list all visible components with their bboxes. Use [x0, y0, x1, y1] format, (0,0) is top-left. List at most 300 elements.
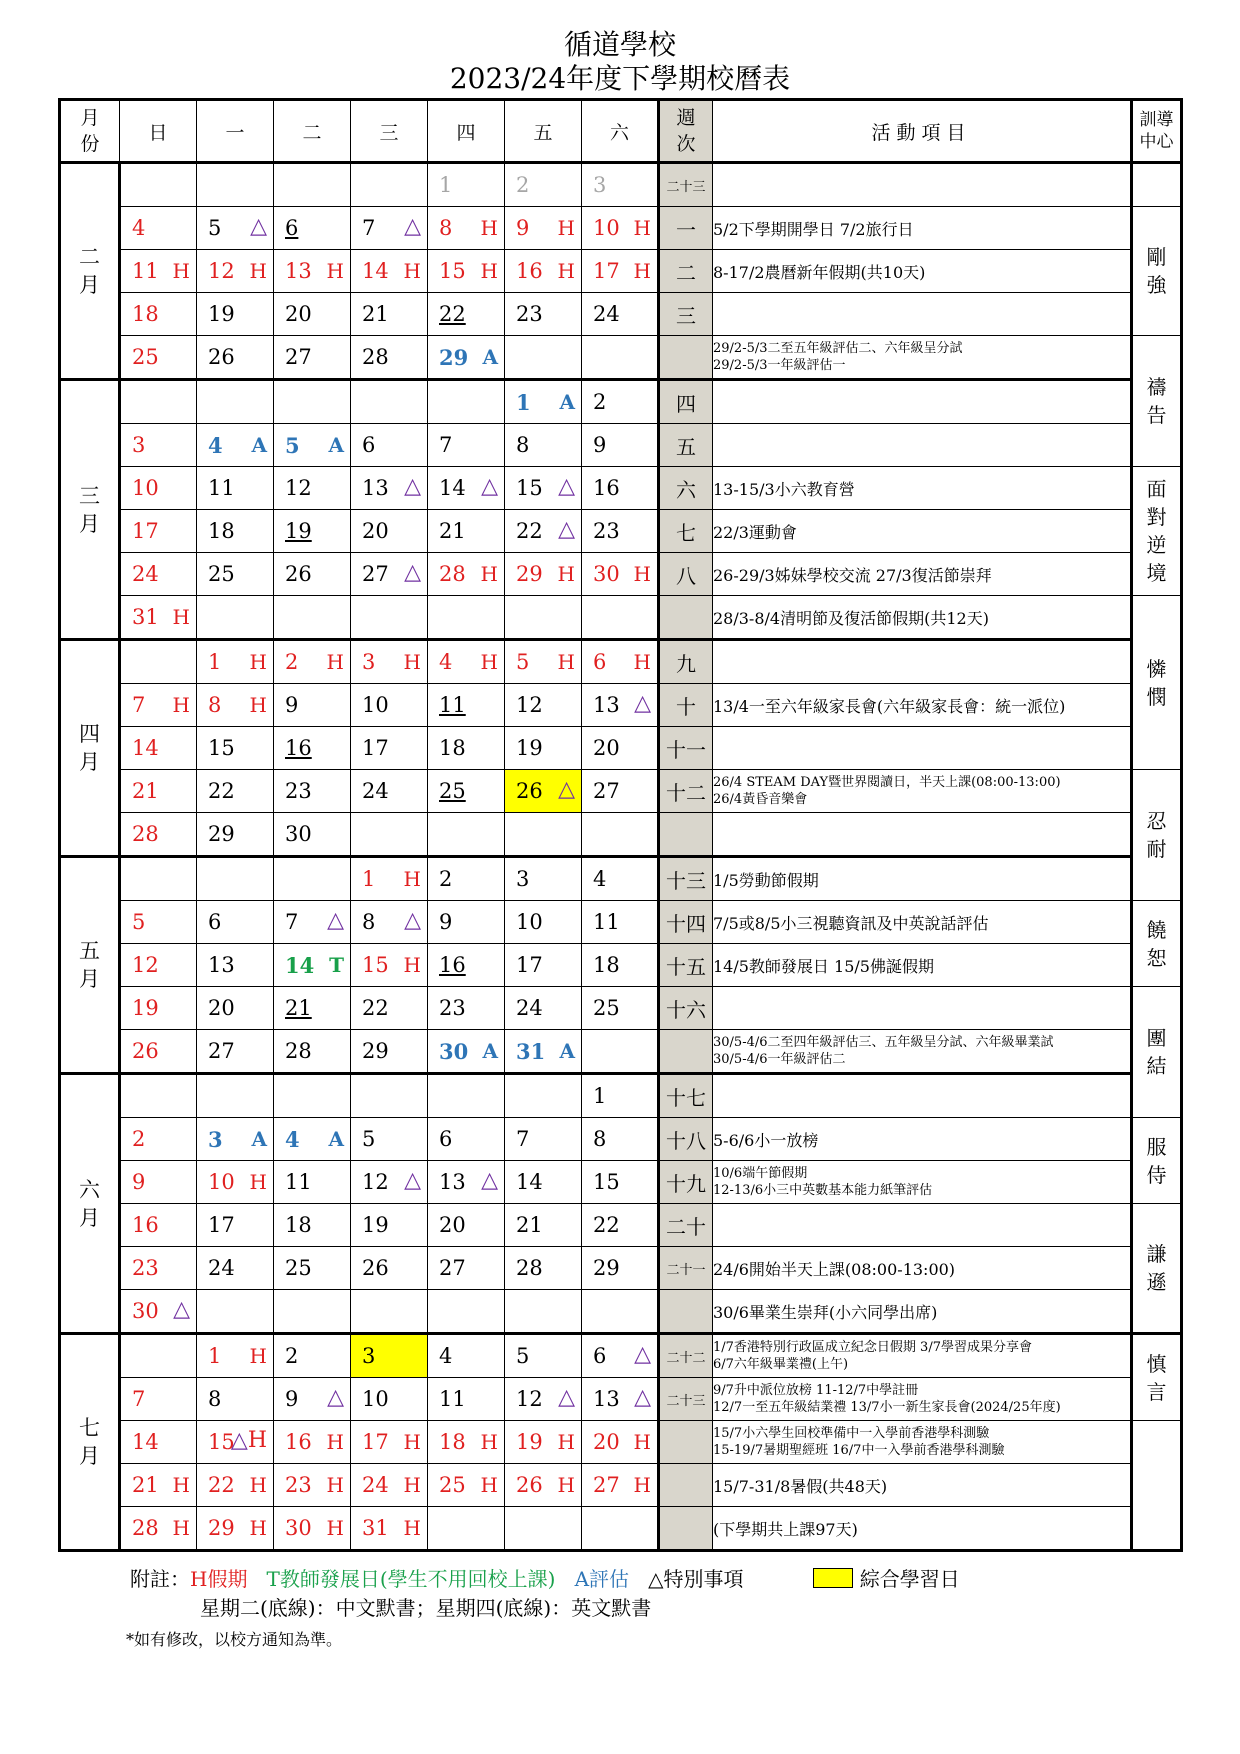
day-number: 4 [439, 1344, 453, 1368]
day-number: 16 [132, 1213, 159, 1237]
day-number: 30 [439, 1039, 469, 1064]
calendar-row [60, 510, 1182, 553]
holiday-marker: H [633, 1430, 651, 1454]
assessment-marker: A [559, 390, 575, 414]
day-cell-tue [274, 293, 351, 336]
day-number: 11 [285, 1170, 312, 1194]
day-cell-mon [197, 684, 274, 727]
day-cell-wed [351, 1074, 428, 1118]
day-cell-tue [274, 510, 351, 553]
special-marker: △ [404, 474, 421, 499]
week-number: 二 [659, 250, 713, 293]
calendar-row [60, 1161, 1182, 1204]
activity-cell [713, 1030, 1132, 1074]
day-number: 10 [593, 216, 620, 240]
day-number: 22 [593, 1213, 620, 1237]
day-cell-thu [428, 293, 505, 336]
activity-text: 7/5或8/5小三視聽資訊及中英說話評估 [713, 913, 989, 933]
day-cell-thu [428, 424, 505, 467]
day-number: 20 [439, 1213, 466, 1237]
day-number: 25 [132, 345, 159, 369]
day-number: 24 [516, 996, 543, 1020]
holiday-marker: H [172, 1473, 190, 1497]
assessment-marker: A [328, 433, 344, 457]
month-label: 五 月 [60, 857, 120, 1074]
day-cell-sat [582, 944, 659, 987]
activity-text: 1/5勞動節假期 [713, 870, 819, 890]
header-fri: 五 [505, 100, 582, 163]
activity-text: 9/7升中派位放榜 11-12/7中學註冊 [713, 1383, 919, 1398]
day-cell-sat [582, 727, 659, 770]
day-cell-tue [274, 1334, 351, 1378]
day-number: 12 [208, 259, 235, 283]
day-number: 23 [285, 779, 312, 803]
day-cell-sat [582, 1421, 659, 1464]
day-number: 21 [362, 302, 389, 326]
day-cell-sun [120, 684, 197, 727]
day-number: 3 [208, 1127, 223, 1152]
day-number: 26 [132, 1039, 159, 1063]
virtue-label: 憐 憫 [1132, 596, 1182, 770]
holiday-marker: H [403, 953, 421, 977]
day-cell-sat [582, 813, 659, 857]
virtue-label: 忍 耐 [1132, 770, 1182, 901]
day-cell-mon [197, 901, 274, 944]
week-number [659, 1421, 713, 1464]
calendar-row [60, 1464, 1182, 1507]
day-number: 1 [208, 650, 222, 674]
holiday-marker: H [403, 650, 421, 674]
day-cell-mon [197, 596, 274, 640]
day-cell-fri [505, 1464, 582, 1507]
day-cell-sat [582, 207, 659, 250]
day-cell-thu [428, 467, 505, 510]
day-number: 27 [208, 1039, 235, 1063]
day-cell-fri [505, 596, 582, 640]
day-number: 10 [516, 910, 543, 934]
header-row [60, 100, 1182, 163]
day-cell-sat [582, 510, 659, 553]
day-cell-thu [428, 1378, 505, 1421]
day-cell-tue [274, 1464, 351, 1507]
day-cell-fri [505, 163, 582, 207]
legend-assessment: A評估 [574, 1567, 630, 1591]
day-cell-thu [428, 596, 505, 640]
day-number: 13 [285, 259, 312, 283]
activity-text: 6/7六年級畢業禮(上午) [713, 1357, 849, 1372]
day-number: 12 [516, 693, 543, 717]
day-cell-fri [505, 770, 582, 813]
week-number: 二十一 [659, 1247, 713, 1290]
day-cell-sat [582, 1334, 659, 1378]
day-cell-wed [351, 944, 428, 987]
week-number: 十七 [659, 1074, 713, 1118]
special-marker: △ [250, 214, 267, 239]
day-cell-thu [428, 380, 505, 424]
special-marker: △ [558, 1385, 575, 1410]
week-number: 七 [659, 510, 713, 553]
activity-cell [713, 1507, 1132, 1551]
holiday-marker: H [633, 216, 651, 240]
day-cell-thu [428, 901, 505, 944]
day-number: 9 [516, 216, 530, 240]
day-number: 15 [516, 476, 543, 500]
day-number: 14 [132, 736, 159, 760]
activity-text: 13/4一至六年級家長會(六年級家長會：統一派位) [713, 696, 1066, 716]
legend-holiday: H假期 [190, 1567, 248, 1591]
day-number: 5 [208, 216, 222, 240]
day-cell-tue [274, 640, 351, 684]
day-number: 7 [439, 433, 453, 457]
week-number: 一 [659, 207, 713, 250]
day-cell-sun [120, 770, 197, 813]
week-number: 二十二 [659, 1334, 713, 1378]
activity-cell [713, 424, 1132, 467]
activity-cell [713, 684, 1132, 727]
day-cell-sun [120, 901, 197, 944]
week-number [659, 336, 713, 380]
day-cell-mon [197, 1507, 274, 1551]
day-number: 8 [208, 693, 222, 717]
activity-cell [713, 553, 1132, 596]
day-cell-sun [120, 1334, 197, 1378]
day-cell-thu [428, 1290, 505, 1334]
day-cell-sun [120, 1030, 197, 1074]
holiday-marker: H [403, 1430, 421, 1454]
day-cell-wed [351, 163, 428, 207]
day-number: 6 [362, 433, 376, 457]
holiday-marker: H [326, 1516, 344, 1540]
day-cell-sat [582, 467, 659, 510]
day-cell-tue [274, 250, 351, 293]
day-number: 16 [439, 953, 466, 977]
holiday-marker: H [480, 259, 498, 283]
day-number: 24 [208, 1256, 235, 1280]
day-cell-sat [582, 901, 659, 944]
day-cell-wed [351, 684, 428, 727]
holiday-marker: H [480, 650, 498, 674]
day-number: 16 [516, 259, 543, 283]
holiday-marker: H [172, 1516, 190, 1540]
activity-cell [713, 640, 1132, 684]
calendar-row [60, 1247, 1182, 1290]
day-number: 9 [132, 1170, 146, 1194]
special-marker: △ [558, 474, 575, 499]
holiday-marker: H [326, 650, 344, 674]
activity-text: 29/2-5/3二至五年級評估二、六年級呈分試 [713, 341, 963, 356]
activity-text: 30/5-4/6二至四年級評估三、五年級呈分試、六年級畢業試 [713, 1035, 1054, 1050]
week-number: 二十 [659, 1204, 713, 1247]
day-number: 3 [516, 867, 530, 891]
virtue-label [1132, 1421, 1182, 1551]
virtue-label: 禱 告 [1132, 336, 1182, 467]
day-number: 9 [439, 910, 453, 934]
school-name: 循道學校 [563, 28, 676, 61]
activity-text: 5-6/6小一放榜 [713, 1130, 819, 1150]
day-cell-wed [351, 467, 428, 510]
day-cell-sun [120, 944, 197, 987]
day-number: 2 [132, 1127, 146, 1151]
day-cell-tue [274, 1290, 351, 1334]
holiday-marker: H [403, 1516, 421, 1540]
holiday-marker: H [249, 1473, 267, 1497]
day-number: 29 [516, 562, 543, 586]
header-sun: 日 [120, 100, 197, 163]
day-number: 30 [593, 562, 620, 586]
day-cell-tue [274, 770, 351, 813]
day-number: 18 [593, 953, 620, 977]
day-number: 30 [285, 1516, 312, 1540]
holiday-marker: H [557, 216, 575, 240]
assessment-marker: A [482, 345, 498, 369]
special-marker: △ [558, 517, 575, 542]
day-number: 14 [439, 476, 466, 500]
day-number: 31 [362, 1516, 389, 1540]
special-marker: △ [481, 474, 498, 499]
day-cell-fri [505, 1161, 582, 1204]
holiday-marker: H [403, 867, 421, 891]
activity-text: 24/6開始半天上課(08:00-13:00) [713, 1259, 956, 1279]
day-number: 15 [439, 259, 466, 283]
month-label: 七 月 [60, 1334, 120, 1551]
virtue-label: 剛 強 [1132, 207, 1182, 336]
day-cell-wed [351, 727, 428, 770]
day-cell-wed [351, 336, 428, 380]
day-number: 23 [593, 519, 620, 543]
month-label: 三 月 [60, 380, 120, 640]
calendar-row [60, 727, 1182, 770]
day-number: 22 [362, 996, 389, 1020]
holiday-marker: H [480, 1430, 498, 1454]
day-cell-sat [582, 857, 659, 901]
day-cell-sun [120, 1118, 197, 1161]
month-label: 二 月 [60, 163, 120, 380]
day-cell-sun [120, 163, 197, 207]
holiday-marker: H [633, 1473, 651, 1497]
holiday-marker: H [249, 1170, 267, 1194]
day-cell-thu [428, 1204, 505, 1247]
day-number: 25 [208, 562, 235, 586]
day-cell-sun [120, 987, 197, 1030]
day-number: 5 [285, 433, 300, 458]
day-cell-fri [505, 1421, 582, 1464]
day-number: 17 [362, 1430, 389, 1454]
day-number: 25 [285, 1256, 312, 1280]
day-cell-sat [582, 1161, 659, 1204]
activity-cell [713, 727, 1132, 770]
day-cell-tue [274, 163, 351, 207]
activity-text: 12-13/6小三中英數基本能力紙筆評估 [713, 1183, 933, 1198]
header-month: 月 份 [60, 100, 120, 163]
special-marker: △ [404, 908, 421, 933]
day-cell-sun [120, 1464, 197, 1507]
activity-text: 28/3-8/4清明節及復活節假期(共12天) [713, 608, 989, 628]
assessment-marker: A [328, 1127, 344, 1151]
day-cell-tue [274, 727, 351, 770]
day-cell-fri [505, 1378, 582, 1421]
day-number: 24 [362, 779, 389, 803]
day-number: 8 [516, 433, 530, 457]
day-number: 6 [439, 1127, 453, 1151]
activity-text: 22/3運動會 [713, 522, 797, 542]
day-number: 29 [439, 345, 469, 370]
day-cell-mon [197, 553, 274, 596]
week-number [659, 1507, 713, 1551]
day-cell-thu [428, 1161, 505, 1204]
holiday-marker: H [249, 650, 267, 674]
day-number: 28 [516, 1256, 543, 1280]
day-cell-tue [274, 424, 351, 467]
day-number: 20 [593, 1430, 620, 1454]
day-number: 10 [362, 1387, 389, 1411]
day-cell-tue [274, 380, 351, 424]
day-cell-fri [505, 510, 582, 553]
holiday-marker: H [557, 650, 575, 674]
day-cell-mon [197, 250, 274, 293]
day-number: 19 [132, 996, 159, 1020]
holiday-marker: H [480, 216, 498, 240]
week-number [659, 1290, 713, 1334]
header-thu: 四 [428, 100, 505, 163]
day-number: 18 [132, 302, 159, 326]
day-cell-sun [120, 553, 197, 596]
modification-note: *如有修改，以校方通知為準。 [126, 1630, 343, 1649]
day-number: 5 [516, 650, 530, 674]
special-marker: △ [634, 1342, 651, 1367]
day-cell-sun [120, 1421, 197, 1464]
day-cell-mon [197, 1118, 274, 1161]
day-number: 7 [362, 216, 376, 240]
holiday-marker: H [326, 1473, 344, 1497]
day-cell-mon [197, 1161, 274, 1204]
day-number: 14 [516, 1170, 543, 1194]
week-number: 八 [659, 553, 713, 596]
day-number: 8 [208, 1387, 222, 1411]
day-number: 20 [362, 519, 389, 543]
day-cell-thu [428, 770, 505, 813]
day-number: 10 [362, 693, 389, 717]
day-number: 9 [285, 693, 299, 717]
special-marker: △ [404, 1168, 421, 1193]
day-number: 30 [132, 1299, 159, 1323]
day-cell-fri [505, 380, 582, 424]
week-number [659, 596, 713, 640]
holiday-marker: H [403, 1473, 421, 1497]
day-cell-tue [274, 1161, 351, 1204]
day-number: 29 [362, 1039, 389, 1063]
calendar-row [60, 944, 1182, 987]
day-cell-sun [120, 813, 197, 857]
activity-text: 29/2-5/3一年級評估一 [713, 358, 846, 373]
day-cell-mon [197, 207, 274, 250]
day-cell-fri [505, 640, 582, 684]
week-number: 十 [659, 684, 713, 727]
day-number: 4 [208, 433, 223, 458]
day-cell-sun [120, 1161, 197, 1204]
holiday-marker: H [633, 650, 651, 674]
day-cell-fri [505, 250, 582, 293]
activity-text: 30/5-4/6一年級評估二 [713, 1052, 846, 1067]
activity-text: 8-17/2農曆新年假期(共10天) [713, 262, 926, 282]
activity-text: 10/6端午節假期 [713, 1166, 808, 1181]
day-number: 21 [132, 1473, 159, 1497]
activity-cell [713, 1247, 1132, 1290]
day-number: 28 [132, 1516, 159, 1540]
day-cell-fri [505, 901, 582, 944]
day-number: 13 [593, 1387, 620, 1411]
virtue-label: 面 對 逆 境 [1132, 467, 1182, 596]
day-number: 24 [593, 302, 620, 326]
calendar-row [60, 1290, 1182, 1334]
activity-cell [713, 1464, 1132, 1507]
week-number: 四 [659, 380, 713, 424]
day-cell-tue [274, 207, 351, 250]
day-number: 24 [362, 1473, 389, 1497]
day-number: 13 [439, 1170, 466, 1194]
day-cell-sun [120, 424, 197, 467]
day-number: 19 [362, 1213, 389, 1237]
week-number [659, 1464, 713, 1507]
day-cell-tue [274, 1030, 351, 1074]
activity-cell [713, 1334, 1132, 1378]
day-cell-mon [197, 727, 274, 770]
activity-text: 15/7小六學生回校準備中一入學前香港學科測驗 [713, 1426, 990, 1441]
day-cell-tue [274, 553, 351, 596]
day-number: 15 [208, 736, 235, 760]
day-cell-thu [428, 1507, 505, 1551]
day-number: 28 [285, 1039, 312, 1063]
calendar-row [60, 770, 1182, 813]
day-cell-sun [120, 1507, 197, 1551]
day-cell-sat [582, 684, 659, 727]
week-number [659, 1030, 713, 1074]
day-cell-fri [505, 857, 582, 901]
assessment-marker: A [482, 1039, 498, 1063]
holiday-marker: H [633, 562, 651, 586]
day-cell-sun [120, 336, 197, 380]
day-number: 1 [516, 390, 531, 415]
day-cell-thu [428, 1118, 505, 1161]
day-number: 12 [285, 476, 312, 500]
day-cell-sat [582, 293, 659, 336]
day-cell-sun [120, 1074, 197, 1118]
day-number: 18 [208, 519, 235, 543]
calendar-row [60, 901, 1182, 944]
day-number: 19 [285, 519, 312, 543]
day-number: 6 [593, 650, 607, 674]
day-number: 2 [285, 1344, 299, 1368]
day-cell-thu [428, 944, 505, 987]
day-cell-tue [274, 467, 351, 510]
activity-cell [713, 1074, 1132, 1118]
legend-prefix: 附註： [130, 1567, 190, 1591]
day-cell-wed [351, 1378, 428, 1421]
legend-special: △特別事項 [648, 1567, 744, 1591]
calendar-row [60, 207, 1182, 250]
day-number: 14 [362, 259, 389, 283]
calendar-row [60, 424, 1182, 467]
activity-text: 26/4 STEAM DAY暨世界閱讀日，半天上課(08:00-13:00) [713, 775, 1061, 790]
day-number: 9 [593, 433, 607, 457]
day-number: 19 [516, 1430, 543, 1454]
calendar-row [60, 1421, 1182, 1464]
day-cell-sat [582, 380, 659, 424]
week-number: 二十三 [659, 163, 713, 207]
day-cell-mon [197, 1204, 274, 1247]
week-number: 九 [659, 640, 713, 684]
activity-cell [713, 1161, 1132, 1204]
day-number: 20 [208, 996, 235, 1020]
